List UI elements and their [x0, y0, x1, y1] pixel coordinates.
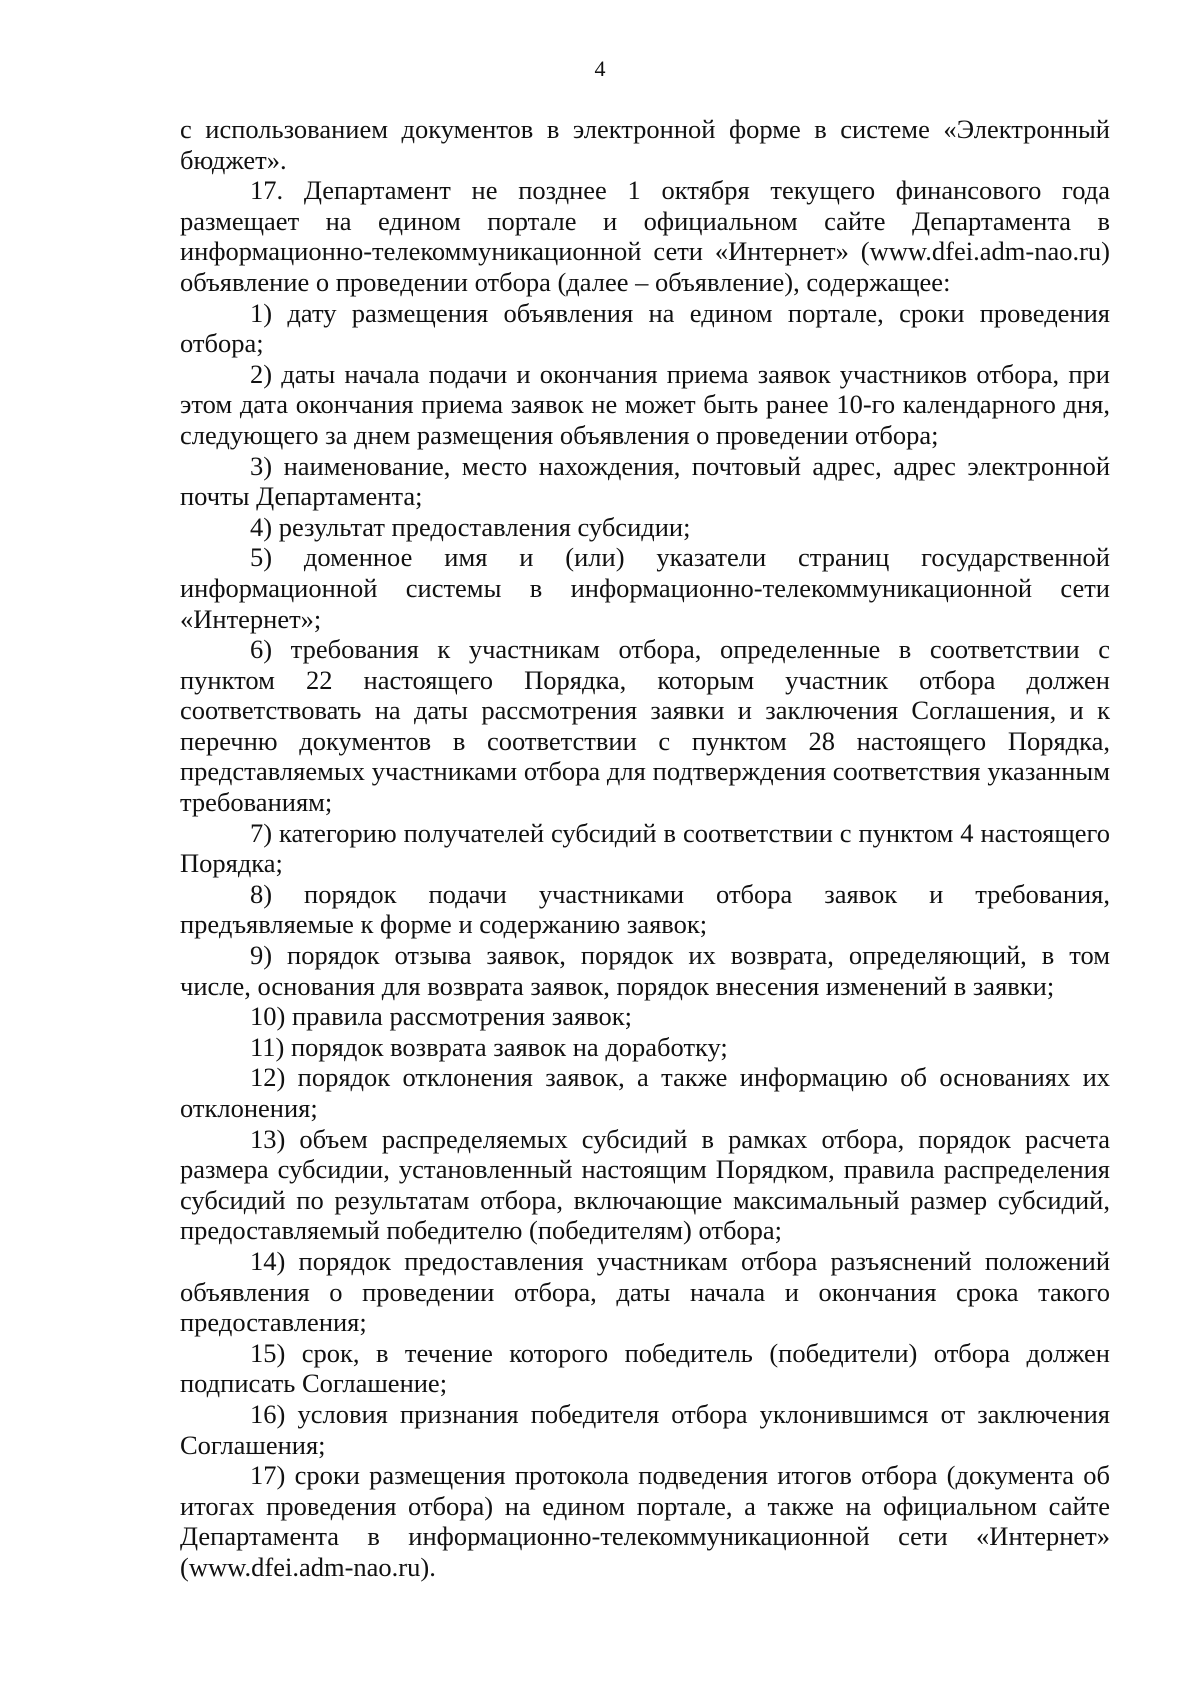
- list-item-7: 7) категорию получателей субсидий в соответствии с пунктом 4 настоящего Порядка;: [180, 817, 1110, 879]
- list-item-9: 9) порядок отзыва заявок, порядок их возврата, определяющий, в том числе, основания для возврата заявок, порядок внесения изменений в заявки;: [180, 940, 1110, 1001]
- page-number: 4: [594, 56, 606, 81]
- list-item-11: 11) порядок возврата заявок на доработку;: [250, 1031, 728, 1062]
- list-item-15: 15) срок, в течение которого победитель (победители) отбора должен подписать Соглашение;: [180, 1337, 1110, 1399]
- list-item-16: 16) условия признания победителя отбора уклонившимся от заключения Соглашения;: [180, 1398, 1110, 1460]
- paragraph-continuation: с использованием документов в электронной форме в системе «Электронный бюджет».: [180, 114, 1110, 175]
- list-item-8: 8) порядок подачи участниками отбора заявок и требования, предъявляемые к форме и содержанию заявок;: [180, 878, 1110, 940]
- list-item-5: 5) доменное имя и (или) указатели страниц государственной информационной системы в информационно-телекоммуникационной сети «Интернет»;: [180, 542, 1110, 634]
- list-item-17: 17) сроки размещения протокола подведения итогов отбора (документа об итогах проведения отбора) на едином портале, а также на официальном сайте Департамента в информационно-телекоммуникационной сети «Интернет» (www.dfei.adm-nao.ru).: [180, 1460, 1110, 1582]
- paragraph-clause-17: 17. Департамент не позднее 1 октября текущего финансового года размещает на едином портале и официальном сайте Департамента в информационно-телекоммуникационной сети «Интернет» (www.dfei.adm-nao.ru) объявление о проведении отбора (далее – объявление), содержащее:: [180, 175, 1110, 297]
- list-item-12: 12) порядок отклонения заявок, а также информацию об основаниях их отклонения;: [180, 1062, 1110, 1123]
- list-item-6: 6) требования к участникам отбора, определенные в соответствии с пунктом 22 настоящего Порядка, которым участник отбора должен соответствовать на даты рассмотрения заявки и заключения Соглашения, и к перечню документов в соответствии с пунктом 28 настоящего Порядка, представляемых участниками отбора для подтверждения соответствия указанным требованиям;: [180, 634, 1110, 818]
- document-body: [180, 114, 1110, 1583]
- list-item-10: 10) правила рассмотрения заявок;: [250, 1001, 632, 1032]
- list-item-3: 3) наименование, место нахождения, почтовый адрес, адрес электронной почты Департамента;: [180, 450, 1110, 512]
- list-item-1: 1) дату размещения объявления на едином портале, сроки проведения отбора;: [180, 297, 1110, 359]
- list-item-2: 2) даты начала подачи и окончания приема заявок участников отбора, при этом дата окончания приема заявок не может быть ранее 10-го календарного дня, следующего за днем размещения объявления о проведении отбора;: [180, 358, 1110, 450]
- list-item-13: 13) объем распределяемых субсидий в рамках отбора, порядок расчета размера субсидии, установленный настоящим Порядком, правила распределения субсидий по результатам отбора, включающие максимальный размер субсидий, предоставляемый победителю (победителям) отбора;: [180, 1123, 1110, 1246]
- list-item-4: 4) результат предоставления субсидии;: [250, 511, 691, 542]
- list-item-14: 14) порядок предоставления участникам отбора разъяснений положений объявления о проведении отбора, даты начала и окончания срока такого предоставления;: [180, 1245, 1110, 1338]
